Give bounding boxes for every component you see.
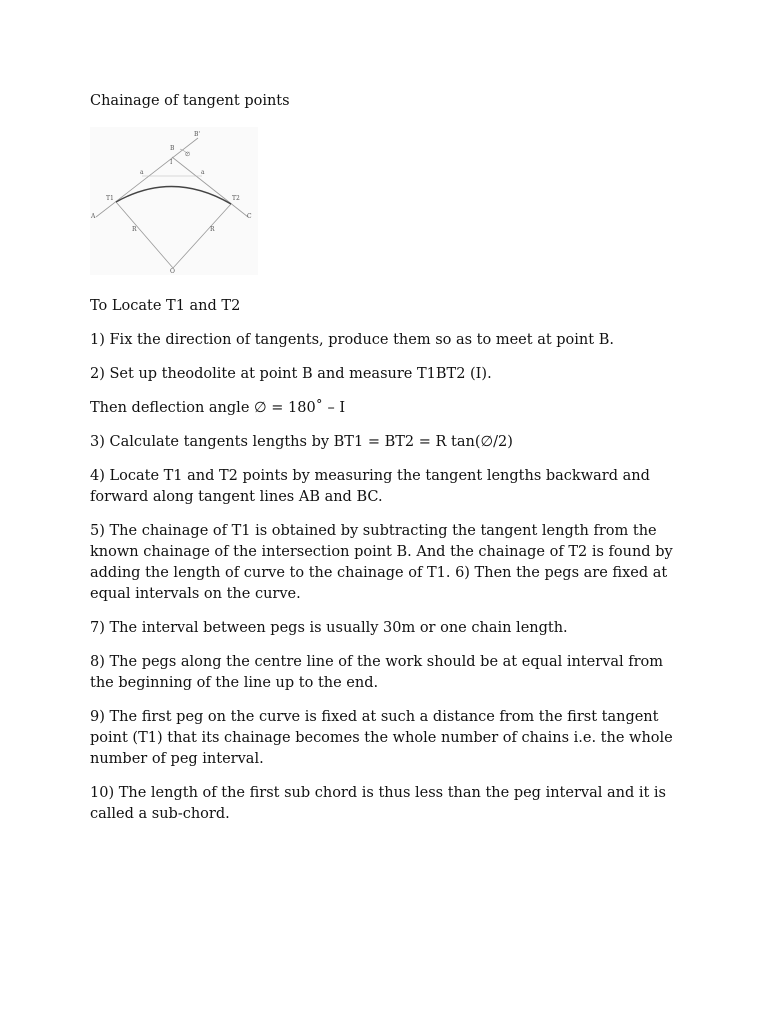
label-small-right: a <box>201 169 205 176</box>
step-3: 3) Calculate tangents lengths by BT1 = BT2 = R tan(∅/2) <box>90 434 513 450</box>
radius-line-left <box>116 202 173 268</box>
step-2: 2) Set up theodolite at point B and measure T1BT2 (I). <box>90 366 492 382</box>
label-i: I <box>170 159 173 166</box>
label-small-left: a <box>140 169 144 176</box>
circular-curve <box>116 186 231 204</box>
label-t1: T1 <box>106 195 114 202</box>
label-b-prime: B' <box>194 131 201 138</box>
tangent-line-ab <box>96 138 198 217</box>
curve-diagram <box>90 127 258 275</box>
curve-diagram-svg <box>90 127 258 275</box>
label-a: A <box>91 213 96 220</box>
step-7: 7) The interval between pegs is usually 30m or one chain length. <box>90 620 568 636</box>
step-4: 4) Locate T1 and T2 points by measuring the tangent lengths backward and forward along tangent lines AB and BC. <box>90 468 650 505</box>
label-c: C <box>247 213 252 220</box>
label-o: O <box>170 268 175 275</box>
step-9: 9) The first peg on the curve is fixed at such a distance from the first tangent point (T1) that its chainage becomes the whole number of chains i.e. the whole number of peg interval. <box>90 709 673 767</box>
label-r-left: R <box>132 226 137 233</box>
radius-line-right <box>173 204 231 268</box>
label-t2: T2 <box>232 195 240 202</box>
deflection-angle-formula: Then deflection angle ∅ = 180˚ – I <box>90 400 346 416</box>
step-5: 5) The chainage of T1 is obtained by subtracting the tangent length from the known chainage of the intersection point B. And the chainage of T2 is found by adding the length of curve to the chainage of T1. 6) Then the pegs are fixed at equal intervals on the curve. <box>90 523 673 602</box>
document-page <box>90 91 680 838</box>
label-r-right: R <box>210 226 215 233</box>
step-1: 1) Fix the direction of tangents, produce them so as to meet at point B. <box>90 332 614 348</box>
page-title: Chainage of tangent points <box>90 93 290 109</box>
step-8: 8) The pegs along the centre line of the work should be at equal interval from the beginning of the line up to the end. <box>90 654 664 691</box>
label-b: B <box>170 145 175 152</box>
section-subheading: To Locate T1 and T2 <box>90 298 241 314</box>
label-phi: ∅ <box>185 151 191 158</box>
step-10: 10) The length of the first sub chord is thus less than the peg interval and it is called a sub-chord. <box>90 785 666 822</box>
